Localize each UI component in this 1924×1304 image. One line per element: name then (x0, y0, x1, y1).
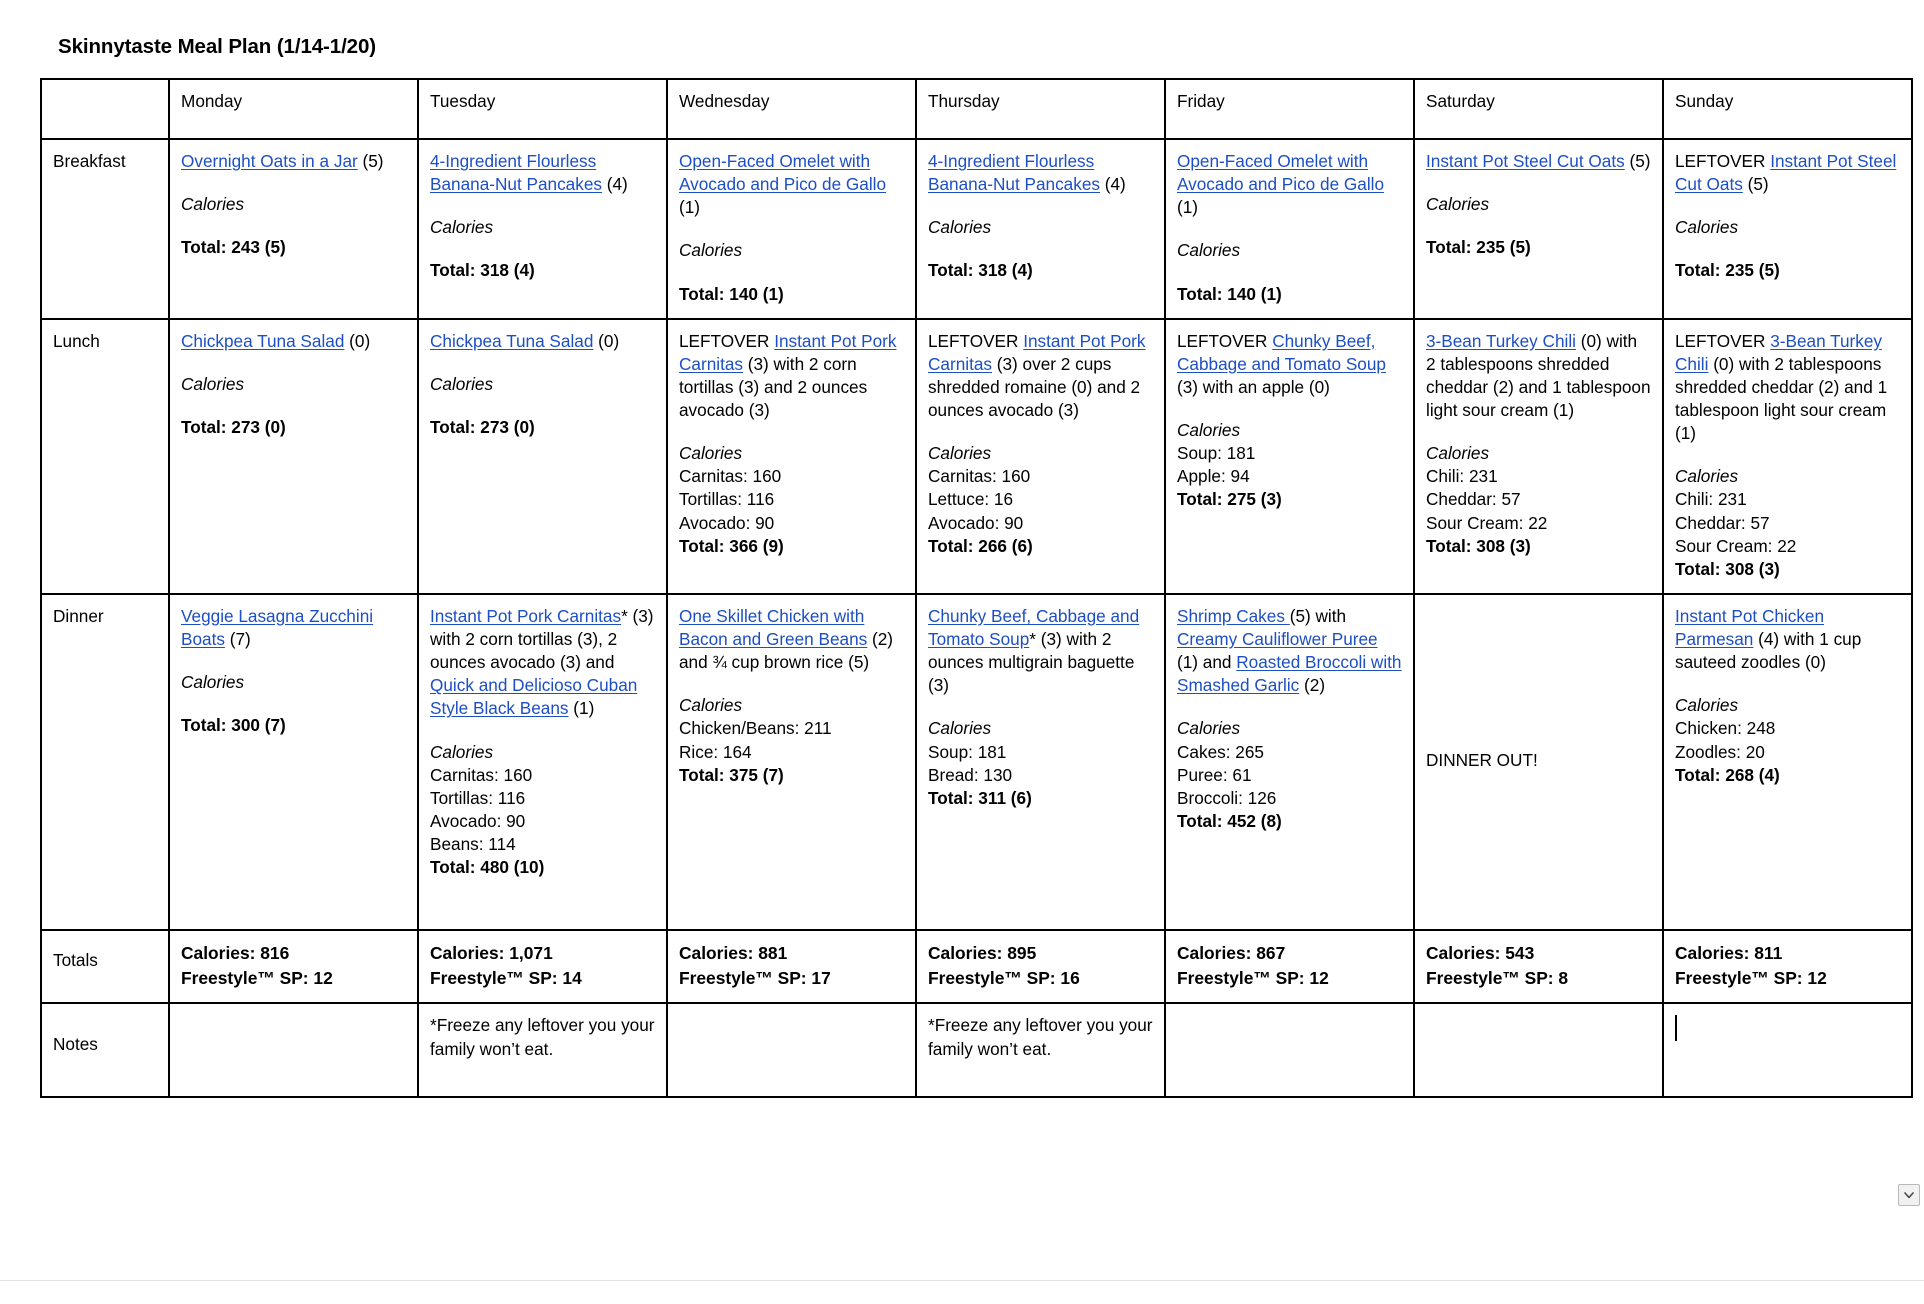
calorie-total: Total: 318 (4) (928, 260, 1033, 281)
table-row-lunch (41, 319, 1912, 594)
calories-heading: Calories (1177, 420, 1241, 440)
meal-description (430, 330, 655, 353)
calorie-total: Total: 375 (7) (679, 764, 784, 785)
recipe-link[interactable]: Chickpea Tuna Salad (430, 330, 594, 351)
recipe-link[interactable]: Quick and Delicioso Cuban Style Black Beans (430, 675, 638, 719)
leftover-prefix: LEFTOVER (679, 330, 775, 351)
header-wednesday: Wednesday (667, 79, 916, 139)
cell-totals-sunday (1663, 930, 1912, 1003)
spacer (928, 239, 1153, 259)
cell-breakfast-thursday[interactable] (916, 139, 1165, 319)
totals-smartpoints: Freestyle™ SP: 14 (430, 967, 582, 988)
meal-description (430, 150, 655, 196)
meal-detail-text: (5) (357, 151, 384, 171)
calorie-total: Total: 308 (3) (1675, 558, 1780, 579)
totals-smartpoints: Freestyle™ SP: 12 (181, 967, 333, 988)
calories-heading: Calories (1675, 217, 1739, 238)
meal-detail-text: (2) (1299, 675, 1326, 696)
row-label-totals: Totals (41, 930, 169, 1003)
calories-heading: Calories (1426, 194, 1490, 215)
cell-breakfast-sunday[interactable] (1663, 139, 1912, 319)
calorie-line: Sour Cream: 22 (1426, 512, 1548, 533)
meal-description (181, 605, 406, 651)
calorie-total: Total: 266 (6) (928, 535, 1033, 556)
table-row-breakfast (41, 139, 1912, 319)
calorie-line: Rice: 164 (679, 741, 752, 762)
calorie-total: Total: 318 (4) (430, 260, 535, 281)
spacer (1675, 239, 1900, 259)
calorie-total: Total: 480 (10) (430, 857, 545, 878)
cell-lunch-saturday[interactable] (1414, 319, 1663, 594)
calorie-line: Chicken/Beans: 211 (679, 718, 832, 739)
header-saturday: Saturday (1414, 79, 1663, 139)
calorie-line: Puree: 61 (1177, 764, 1252, 785)
cell-lunch-thursday[interactable] (916, 319, 1165, 594)
leftover-prefix: LEFTOVER (1675, 151, 1771, 171)
recipe-link[interactable]: 3-Bean Turkey Chili (1675, 330, 1882, 374)
calories-heading: Calories (1177, 240, 1241, 261)
calorie-line: Carnitas: 160 (928, 466, 1031, 487)
totals-smartpoints: Freestyle™ SP: 12 (1675, 967, 1827, 988)
row-label-breakfast: Breakfast (41, 139, 169, 319)
meal-description (679, 330, 904, 423)
meal-description (928, 150, 1153, 196)
calorie-line: Chili: 231 (1426, 466, 1498, 487)
meal-description (1675, 330, 1900, 446)
totals-smartpoints: Freestyle™ SP: 8 (1426, 967, 1569, 988)
cell-dinner-wednesday[interactable] (667, 594, 916, 930)
meal-description (1675, 150, 1900, 196)
meal-detail-text: (5) with (1289, 605, 1347, 626)
meal-description (1177, 605, 1402, 698)
calorie-line: Avocado: 90 (679, 512, 775, 533)
meal-detail-text: (3) with 2 corn tortillas (3) and 2 ounces avocado (3) (679, 353, 868, 420)
meal-description (181, 330, 406, 353)
recipe-link[interactable]: 3-Bean Turkey Chili (1426, 330, 1576, 351)
calorie-line: Tortillas: 116 (430, 787, 526, 808)
header-thursday: Thursday (916, 79, 1165, 139)
calorie-line: Apple: 94 (1177, 466, 1250, 487)
table-row-notes (41, 1003, 1912, 1097)
spacer (1675, 445, 1900, 465)
meal-detail-text: (4) (601, 174, 628, 195)
leftover-prefix: LEFTOVER (928, 330, 1024, 351)
calorie-total: Total: 275 (3) (1177, 489, 1282, 510)
totals-calories: Calories: 867 (1177, 942, 1286, 963)
cell-notes-monday (169, 1003, 418, 1097)
table-header-row (41, 79, 1912, 139)
calories-heading: Calories (430, 373, 494, 394)
spacer (1675, 674, 1900, 694)
calorie-line: Sour Cream: 22 (1675, 535, 1797, 556)
calories-heading: Calories (679, 695, 743, 716)
spacer (1426, 422, 1651, 442)
header-friday: Friday (1165, 79, 1414, 139)
spacer (679, 422, 904, 442)
scroll-down-button[interactable] (1898, 1184, 1920, 1206)
spacer (928, 697, 1153, 717)
spacer (679, 674, 904, 694)
cell-totals-tuesday (418, 930, 667, 1003)
meal-detail-text: (0) (593, 330, 620, 351)
calorie-line: Chicken: 248 (1675, 718, 1776, 739)
recipe-link[interactable]: Overnight Oats in a Jar (181, 151, 358, 171)
meal-plan-table (40, 78, 1913, 1098)
meal-detail-text: * (3) with 2 corn tortillas (3), 2 ounces avocado (3) and (430, 605, 654, 673)
meal-detail-text: (1) (679, 197, 701, 218)
spacer (430, 721, 655, 741)
recipe-link[interactable]: Roasted Broccoli with Smashed Garlic (1177, 652, 1402, 696)
spacer (181, 396, 406, 416)
leftover-prefix: LEFTOVER (1177, 330, 1273, 351)
cell-lunch-sunday[interactable] (1663, 319, 1912, 594)
row-label-dinner: Dinner (41, 594, 169, 930)
totals-calories: Calories: 881 (679, 942, 788, 963)
cell-notes-friday (1165, 1003, 1414, 1097)
totals-smartpoints: Freestyle™ SP: 17 (679, 967, 831, 988)
calorie-line: Avocado: 90 (928, 512, 1024, 533)
calories-heading: Calories (928, 718, 992, 739)
calorie-line: Tortillas: 116 (679, 489, 775, 510)
row-label-notes: Notes (41, 1003, 169, 1097)
recipe-link[interactable]: Veggie Lasagna Zucchini Boats (181, 605, 374, 649)
calorie-total: Total: 308 (3) (1426, 535, 1531, 556)
recipe-link[interactable]: Instant Pot Steel Cut Oats (1675, 151, 1897, 195)
spacer (181, 651, 406, 671)
meal-detail-text: (4) with 1 cup sauteed zoodles (0) (1675, 629, 1862, 673)
calorie-line: Bread: 130 (928, 764, 1013, 785)
cell-breakfast-friday[interactable] (1165, 139, 1414, 319)
meal-description (679, 150, 904, 219)
cell-dinner-friday[interactable] (1165, 594, 1414, 930)
calorie-line: Avocado: 90 (430, 810, 526, 831)
recipe-link[interactable]: Open-Faced Omelet with Avocado and Pico de Gallo (1177, 151, 1385, 195)
spacer (181, 694, 406, 714)
meal-description (1675, 605, 1900, 674)
cell-lunch-friday[interactable] (1165, 319, 1414, 594)
calorie-total: Total: 366 (9) (679, 535, 784, 556)
spacer (181, 216, 406, 236)
totals-calories: Calories: 811 (1675, 942, 1783, 963)
table-row-totals (41, 930, 1912, 1003)
meal-description (1177, 330, 1402, 399)
spacer (1177, 697, 1402, 717)
header-sunday: Sunday (1663, 79, 1912, 139)
calories-heading: Calories (1426, 443, 1490, 464)
calories-heading: Calories (679, 240, 743, 261)
spacer (1177, 219, 1402, 239)
calories-heading: Calories (679, 443, 743, 464)
spacer (679, 219, 904, 239)
calorie-line: Cheddar: 57 (1426, 489, 1521, 510)
calories-heading: Calories (430, 741, 494, 762)
calories-heading: Calories (430, 217, 494, 238)
calorie-line: Soup: 181 (1177, 443, 1256, 464)
spacer (181, 173, 406, 193)
meal-description (1426, 150, 1651, 173)
totals-smartpoints: Freestyle™ SP: 16 (928, 967, 1080, 988)
spacer (1675, 196, 1900, 216)
calorie-line: Soup: 181 (928, 741, 1007, 762)
meal-detail-text: (7) (224, 629, 251, 649)
cell-notes-saturday (1414, 1003, 1663, 1097)
totals-calories: Calories: 543 (1426, 942, 1535, 963)
cell-totals-wednesday (667, 930, 916, 1003)
recipe-link[interactable]: Chickpea Tuna Salad (181, 330, 345, 351)
spacer (1177, 263, 1402, 283)
meal-description (928, 330, 1153, 423)
meal-detail-text: (0) (344, 330, 371, 351)
calorie-total: Total: 452 (8) (1177, 810, 1282, 831)
meal-detail-text: (0) with 2 tablespoons shredded cheddar (2) and 1 tablespoon light sour cream (1) (1426, 330, 1651, 420)
header-tuesday: Tuesday (418, 79, 667, 139)
meal-detail-text: (4) (1099, 174, 1126, 195)
page-title: Skinnytaste Meal Plan (1/14-1/20) (58, 35, 377, 58)
cell-totals-friday (1165, 930, 1414, 1003)
meal-detail-text: (5) (1742, 174, 1769, 195)
header-corner-cell (41, 79, 169, 139)
meal-detail-text: (1) (1177, 197, 1199, 218)
recipe-link[interactable]: Open-Faced Omelet with Avocado and Pico de Gallo (679, 151, 887, 195)
meal-description (430, 605, 655, 721)
meal-description (928, 605, 1153, 698)
cell-dinner-monday[interactable] (169, 594, 418, 930)
cell-notes-wednesday (667, 1003, 916, 1097)
calorie-total: Total: 268 (4) (1675, 764, 1780, 785)
calorie-line: Cheddar: 57 (1675, 512, 1770, 533)
cell-dinner-saturday[interactable] (1414, 594, 1663, 930)
calorie-line: Chili: 231 (1675, 489, 1747, 510)
meal-detail-text: (1) and (1177, 652, 1237, 673)
spacer (430, 196, 655, 216)
calories-heading: Calories (1675, 695, 1739, 716)
meal-description (679, 605, 904, 674)
calorie-total: Total: 311 (6) (928, 787, 1032, 808)
calorie-line: Broccoli: 126 (1177, 787, 1277, 808)
calorie-line: Carnitas: 160 (679, 466, 782, 487)
calories-heading: Calories (928, 443, 992, 464)
cell-dinner-tuesday[interactable] (418, 594, 667, 930)
note-text: *Freeze any leftover you your family won’t eat. (928, 1015, 1153, 1060)
table-row-dinner (41, 594, 1912, 930)
totals-smartpoints: Freestyle™ SP: 12 (1177, 967, 1329, 988)
meal-description (1426, 330, 1651, 423)
meal-detail-text: (1) (568, 698, 595, 719)
calorie-line: Cakes: 265 (1177, 741, 1264, 762)
meal-description (181, 150, 406, 173)
calorie-total: Total: 273 (0) (430, 416, 535, 437)
meal-detail-text: (2) and ¾ cup brown rice (5) (679, 629, 894, 673)
recipe-link[interactable]: 4-Ingredient Flourless Banana-Nut Pancakes (430, 151, 602, 195)
meal-description (1177, 150, 1402, 219)
totals-calories: Calories: 1,071 (430, 942, 553, 963)
calories-heading: Calories (1675, 466, 1739, 487)
spacer (1426, 173, 1651, 193)
totals-calories: Calories: 895 (928, 942, 1037, 963)
calorie-line: Carnitas: 160 (430, 764, 533, 785)
leftover-prefix: LEFTOVER (1675, 330, 1771, 351)
calories-heading: Calories (1177, 718, 1241, 739)
calorie-total: Total: 140 (1) (679, 283, 784, 304)
calorie-line: Zoodles: 20 (1675, 741, 1765, 762)
cell-lunch-monday[interactable] (169, 319, 418, 594)
cell-notes-sunday[interactable] (1663, 1003, 1912, 1097)
spacer (679, 263, 904, 283)
cell-totals-monday (169, 930, 418, 1003)
recipe-link[interactable]: Chunky Beef, Cabbage and Tomato Soup (1177, 330, 1386, 374)
calories-heading: Calories (181, 194, 245, 215)
recipe-link[interactable]: Instant Pot Pork Carnitas (679, 330, 897, 374)
recipe-link[interactable]: Instant Pot Chicken Parmesan (1675, 605, 1825, 649)
meal-detail-text: (3) with an apple (0) (1177, 376, 1330, 397)
calorie-total: Total: 235 (5) (1675, 260, 1780, 281)
cell-breakfast-monday[interactable] (169, 139, 418, 319)
spacer (1177, 399, 1402, 419)
spacer (430, 353, 655, 373)
spacer (928, 422, 1153, 442)
recipe-link[interactable]: One Skillet Chicken with Bacon and Green Beans (679, 605, 868, 649)
calorie-total: Total: 235 (5) (1426, 237, 1531, 258)
calorie-total: Total: 273 (0) (181, 416, 286, 437)
meal-detail-text: * (3) with 2 ounces multigrain baguette (3) (928, 629, 1135, 696)
calories-heading: Calories (928, 217, 992, 238)
spacer (430, 396, 655, 416)
header-monday: Monday (169, 79, 418, 139)
cell-breakfast-wednesday[interactable] (667, 139, 916, 319)
calories-heading: Calories (181, 373, 245, 394)
totals-calories: Calories: 816 (181, 942, 290, 963)
recipe-link[interactable]: Instant Pot Steel Cut Oats (1426, 151, 1625, 171)
window-bottom-strip (0, 1280, 1924, 1304)
recipe-link[interactable]: Shrimp Cakes (1177, 605, 1290, 626)
recipe-link[interactable]: Creamy Cauliflower Puree (1177, 629, 1378, 649)
calories-heading: Calories (181, 672, 245, 693)
text-cursor (1675, 1015, 1677, 1041)
calorie-line: Lettuce: 16 (928, 489, 1014, 510)
meal-detail-text: (3) over 2 cups shredded romaine (0) and 2 ounces avocado (3) (928, 353, 1141, 420)
cell-lunch-tuesday[interactable] (418, 319, 667, 594)
calorie-total: Total: 243 (5) (181, 237, 286, 258)
cell-totals-thursday (916, 930, 1165, 1003)
cell-dinner-thursday[interactable] (916, 594, 1165, 930)
cell-totals-saturday (1414, 930, 1663, 1003)
spacer (181, 353, 406, 373)
cell-notes-tuesday (418, 1003, 667, 1097)
spacer (430, 239, 655, 259)
meal-detail-text: (5) (1624, 151, 1651, 171)
cell-lunch-wednesday[interactable] (667, 319, 916, 594)
cell-breakfast-tuesday[interactable] (418, 139, 667, 319)
calorie-total: Total: 140 (1) (1177, 283, 1282, 304)
recipe-link[interactable]: 4-Ingredient Flourless Banana-Nut Pancakes (928, 151, 1100, 195)
spacer (1426, 216, 1651, 236)
row-label-lunch: Lunch (41, 319, 169, 594)
recipe-link[interactable]: Instant Pot Pork Carnitas (430, 605, 622, 626)
cell-notes-thursday (916, 1003, 1165, 1097)
calorie-total: Total: 300 (7) (181, 715, 286, 736)
recipe-link[interactable]: Chunky Beef, Cabbage and Tomato Soup (928, 605, 1140, 649)
meal-detail-text: (0) with 2 tablespoons shredded cheddar (2) and 1 tablespoon light sour cream (1) (1675, 353, 1888, 444)
cell-dinner-sunday[interactable] (1663, 594, 1912, 930)
recipe-link[interactable]: Instant Pot Pork Carnitas (928, 330, 1146, 374)
spacer (928, 196, 1153, 216)
chevron-down-icon (1904, 1192, 1914, 1199)
calorie-line: Beans: 114 (430, 834, 516, 854)
cell-breakfast-saturday[interactable] (1414, 139, 1663, 319)
note-text: *Freeze any leftover you your family won’t eat. (430, 1015, 655, 1060)
dinner-out-label: DINNER OUT! (1426, 750, 1538, 771)
